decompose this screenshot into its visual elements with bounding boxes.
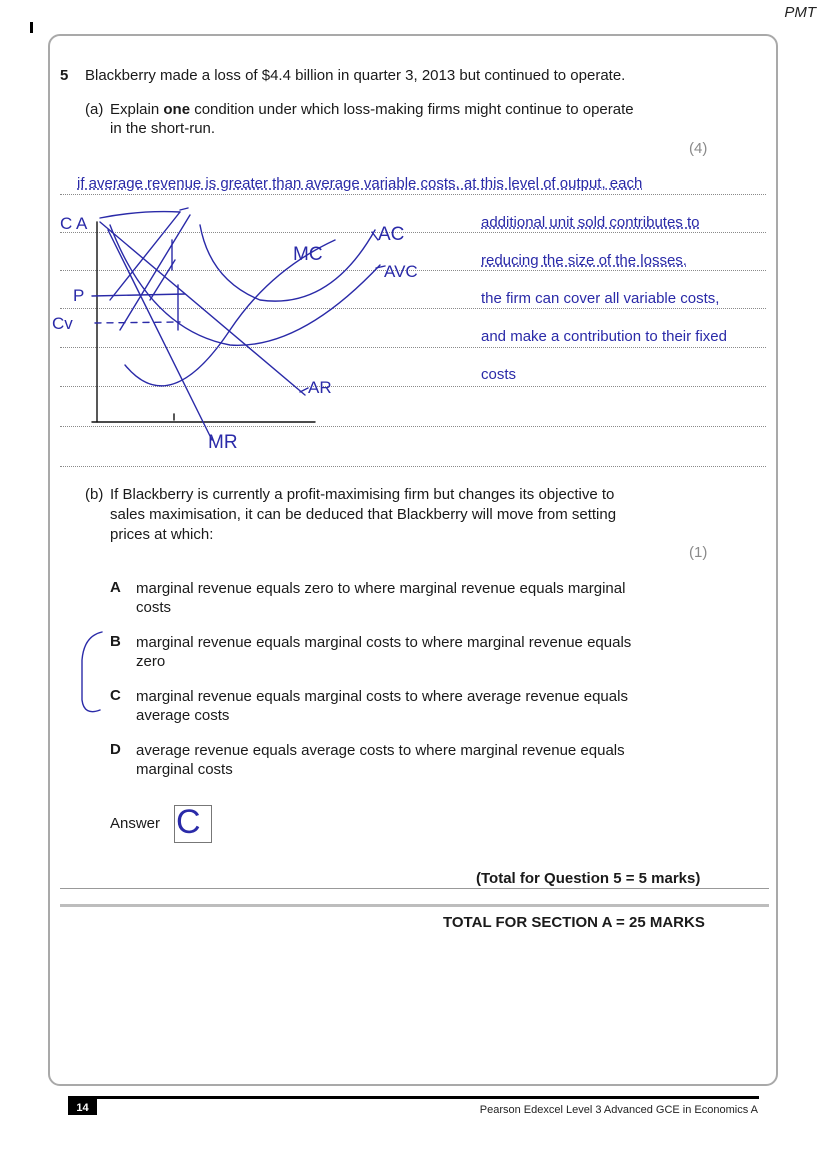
page-number: 14 [68, 1099, 97, 1115]
diagram-label-avc: AVC [384, 262, 418, 281]
diagram-label-ca: C A [60, 214, 88, 233]
diagram-label-mc: MC [293, 244, 323, 265]
option-c-letter: C [110, 687, 121, 704]
option-b-line-1: marginal revenue equals marginal costs to where marginal revenue equals [136, 634, 632, 651]
part-a-marks: (4) [689, 140, 708, 157]
diagram-label-mr: MR [208, 432, 238, 453]
part-b-prompt-line-3: prices at which: [110, 526, 214, 543]
total-divider [60, 888, 769, 889]
diagram-label-ar: AR [308, 378, 332, 397]
part-b-label: (b) [85, 486, 104, 503]
answer-text-line-1: if average revenue is greater than average variable costs. at this level of output, each [77, 175, 643, 192]
option-d-line-1: average revenue equals average costs to where marginal revenue equals [136, 742, 625, 759]
question-number: 5 [60, 67, 69, 84]
option-d-letter: D [110, 741, 121, 758]
part-a-label: (a) [85, 101, 104, 118]
part-b-marks: (1) [689, 544, 708, 561]
footer-rule [68, 1096, 759, 1099]
answer-text-line-2: additional unit sold contributes to [481, 214, 700, 231]
part-b-prompt-line-2: sales maximisation, it can be deduced that Blackberry will move from setting [110, 506, 617, 523]
option-c-line-2: average costs [136, 707, 230, 724]
question-stem: Blackberry made a loss of $4.4 billion in quarter 3, 2013 but continued to operate. [85, 67, 626, 84]
option-a-line-1: marginal revenue equals zero to where marginal revenue equals marginal [136, 580, 626, 597]
option-b-letter: B [110, 633, 121, 650]
diagram-label-cv: Cv [52, 314, 73, 333]
answer-value: C [176, 803, 201, 841]
answer-text-line-3: reducing the size of the losses. [481, 252, 687, 269]
answer-text-line-4: the firm can cover all variable costs, [481, 290, 720, 307]
diagram-label-ac: AC [378, 224, 405, 245]
part-a-prompt-line2: in the short-run. [110, 120, 216, 137]
question-total: (Total for Question 5 = 5 marks) [476, 870, 701, 887]
footer-publication: Pearson Edexcel Level 3 Advanced GCE in Economics A [479, 1104, 758, 1115]
option-d-line-2: marginal costs [136, 761, 233, 778]
answer-text-line-5: and make a contribution to their fixed [481, 328, 727, 345]
option-a-letter: A [110, 579, 121, 596]
option-a-line-2: costs [136, 599, 172, 616]
option-c-line-1: marginal revenue equals marginal costs to where average revenue equals [136, 688, 628, 705]
section-total: TOTAL FOR SECTION A = 25 MARKS [443, 914, 705, 931]
part-b-prompt-line-1: If Blackberry is currently a profit-maximising firm but changes its objective to [110, 486, 615, 503]
section-divider [60, 904, 769, 907]
diagram-label-p: P [73, 286, 85, 305]
part-a-prompt: Explain one condition under which loss-making firms might continue to operate [110, 101, 634, 118]
option-b-line-2: zero [136, 653, 166, 670]
answer-label: Answer [110, 815, 161, 832]
answer-text-line-6: costs [481, 366, 517, 383]
pmt-watermark: PMT [784, 4, 816, 21]
